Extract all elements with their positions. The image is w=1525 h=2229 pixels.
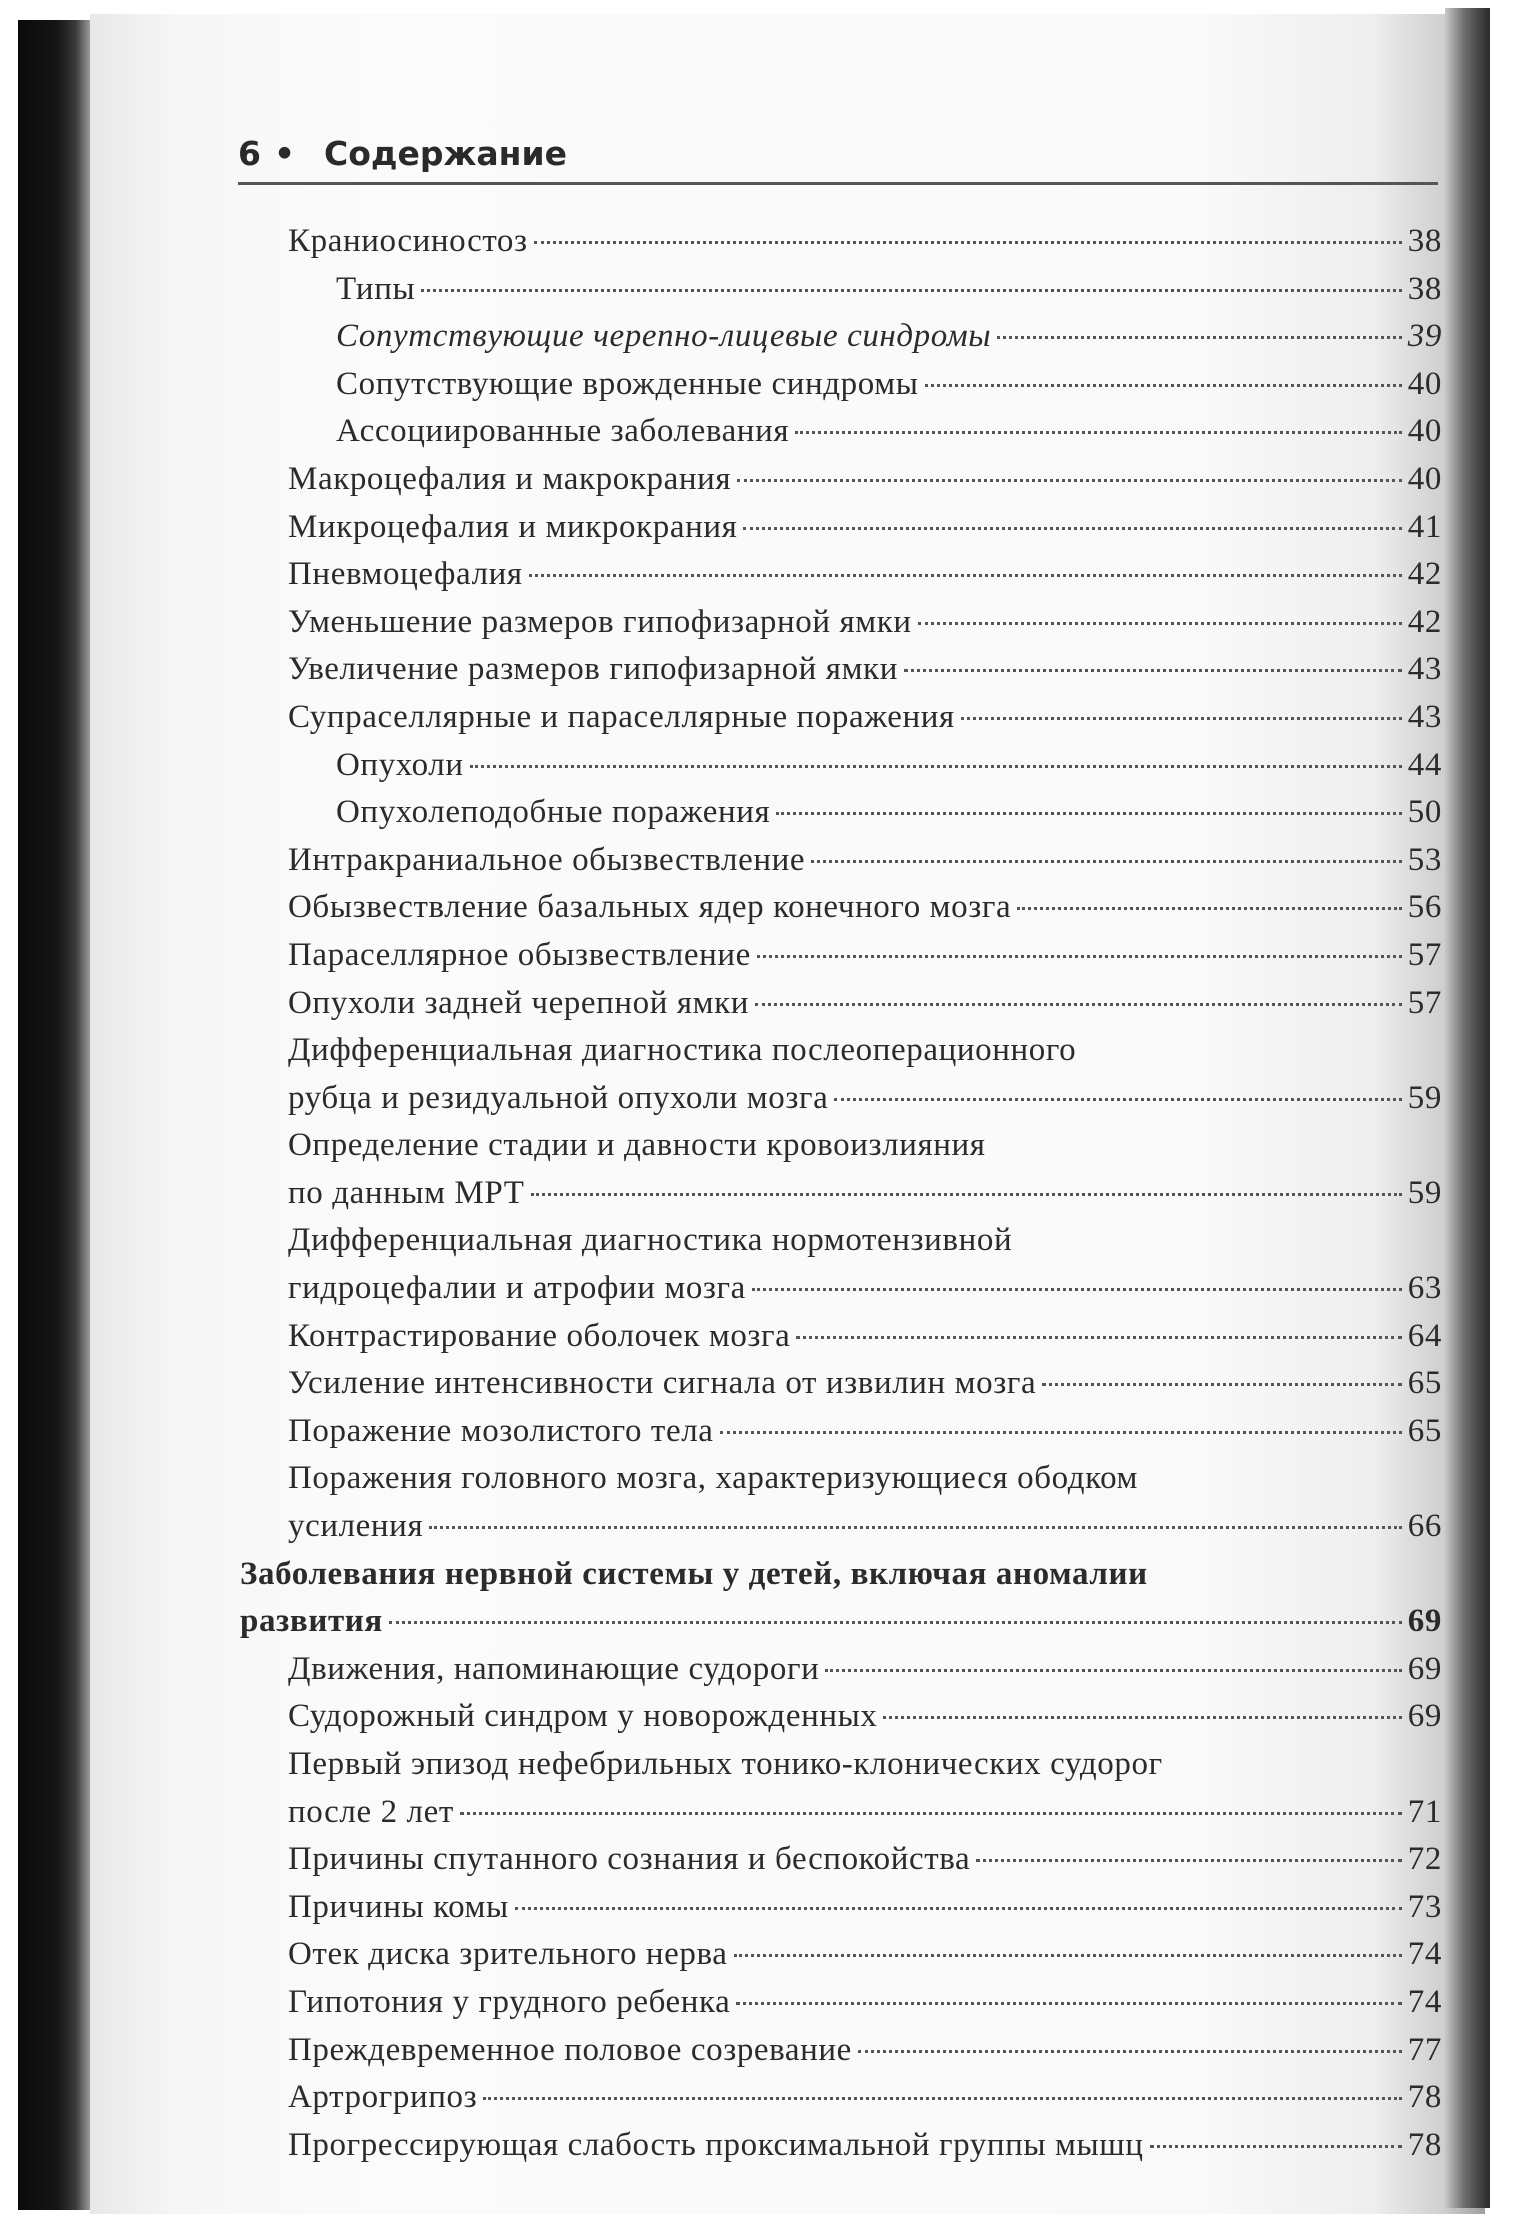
toc-entry-title: после 2 лет (288, 1793, 454, 1830)
toc-entry (240, 1455, 1442, 1550)
toc-entry-title: Судорожный синдром у новорожденных (288, 1698, 878, 1735)
toc-entry-line (336, 361, 1442, 409)
toc-entry-line (288, 1265, 1442, 1313)
toc-entry (240, 742, 1442, 790)
toc-entry-title: Пневмоцефалия (288, 556, 523, 593)
dot-leader (743, 527, 1401, 530)
toc-entry-title: Сопутствующие врожденные синдромы (336, 365, 919, 402)
toc-entry-line (288, 2122, 1442, 2170)
dot-leader (720, 1431, 1402, 1434)
toc-entry (240, 504, 1442, 552)
toc-entry-title: Заболевания нервной системы у детей, включая аномалии (240, 1555, 1148, 1592)
toc-entry-title: Дифференциальная диагностика послеоперационного (288, 1032, 1077, 1069)
toc-page-number: 64 (1407, 1317, 1442, 1354)
dot-leader (737, 479, 1402, 482)
toc-page-number: 74 (1407, 1936, 1442, 1973)
toc-entry-line (288, 1789, 1442, 1837)
dot-leader (534, 241, 1402, 244)
toc-entry-line (288, 1122, 1442, 1170)
toc-entry (240, 1027, 1442, 1122)
toc-page-number: 69 (1407, 1603, 1442, 1640)
dot-leader (918, 622, 1402, 625)
dot-leader (752, 1288, 1402, 1291)
toc-entry (240, 1884, 1442, 1932)
dot-leader (961, 717, 1402, 720)
toc-entry-title: рубца и резидуальной опухоли мозга (288, 1079, 829, 1116)
dot-leader (736, 2002, 1401, 2005)
toc-entry-title: Усиление интенсивности сигнала от извилин мозга (288, 1365, 1037, 1402)
toc-page-number: 72 (1407, 1841, 1442, 1878)
toc-entry-line (288, 1646, 1442, 1694)
toc-entry-title: Артрогрипоз (288, 2079, 478, 2116)
toc-entry-line (288, 456, 1442, 504)
toc-entry-title: по данным МРТ (288, 1174, 525, 1211)
toc-entry-line (288, 884, 1442, 932)
toc-entry-title: Дифференциальная диагностика нормотензивной (288, 1222, 1013, 1259)
toc-entry (240, 932, 1442, 980)
toc-entry-title: Опухоли задней черепной ямки (288, 984, 750, 1021)
toc-entry-title: развития (240, 1603, 383, 1640)
toc-entry-line (288, 646, 1442, 694)
toc-page-number: 38 (1407, 223, 1442, 259)
toc-entry-title: Микроцефалия и микрокрания (288, 508, 738, 545)
toc-entry-line (288, 1836, 1442, 1884)
toc-entry (240, 884, 1442, 932)
toc-page-number: 69 (1407, 1650, 1442, 1687)
toc-entry-line (288, 2074, 1442, 2122)
toc-page-number: 78 (1407, 2126, 1442, 2163)
toc-entry (240, 1313, 1442, 1361)
toc-entry (240, 1836, 1442, 1884)
toc-page-number: 65 (1407, 1365, 1442, 1402)
toc-page-number: 73 (1407, 1888, 1442, 1925)
header-bullet: • (274, 133, 296, 173)
toc-page-number: 71 (1407, 1793, 1442, 1830)
toc-entry-line (288, 694, 1442, 742)
page-edge-shadow (1445, 8, 1490, 2208)
toc-entry-line (288, 1360, 1442, 1408)
toc-entry-title: Прогрессирующая слабость проксимальной группы мышц (288, 2126, 1144, 2163)
toc-page-number: 41 (1407, 508, 1442, 545)
toc-entry (240, 1693, 1442, 1741)
toc-entry-line (288, 504, 1442, 552)
dot-leader (997, 336, 1402, 339)
dot-leader (834, 1098, 1401, 1101)
toc-page-number: 40 (1407, 460, 1442, 497)
dot-leader (795, 431, 1402, 434)
toc-entry-line (288, 1170, 1442, 1218)
toc-entry-line (240, 1598, 1442, 1646)
dot-leader (925, 384, 1402, 387)
book-spine-shadow (18, 20, 90, 2210)
toc-entry-line (336, 408, 1442, 456)
toc-page-number: 50 (1407, 794, 1442, 831)
dot-leader (483, 2097, 1402, 2100)
toc-entry-title: гидроцефалии и атрофии мозга (288, 1270, 746, 1307)
toc-entry-title: Краниосиностоз (288, 223, 528, 259)
toc-page-number: 40 (1407, 413, 1442, 450)
dot-leader (429, 1526, 1402, 1529)
toc-entry-title: Преждевременное половое созревание (288, 2031, 852, 2068)
toc-entry-title: Отек диска зрительного нерва (288, 1936, 728, 1973)
toc-entry-line (288, 1408, 1442, 1456)
toc-entry-line (288, 1313, 1442, 1361)
toc-entry (240, 646, 1442, 694)
toc-entry-line (336, 313, 1442, 361)
page-title: Содержание (324, 133, 567, 173)
toc-entry-title: Типы (336, 270, 416, 307)
toc-entry-line (288, 1741, 1442, 1789)
toc-entry-line (288, 551, 1442, 599)
toc-entry-line (336, 742, 1442, 790)
toc-entry (240, 1646, 1442, 1694)
toc-entry-title: Причины спутанного сознания и беспокойства (288, 1841, 971, 1878)
dot-leader (1150, 2145, 1402, 2148)
toc-entry-title: Ассоциированные заболевания (336, 413, 790, 450)
dot-leader (734, 1954, 1402, 1957)
toc-page-number: 57 (1407, 984, 1442, 1021)
dot-leader (529, 574, 1402, 577)
toc-entry (240, 694, 1442, 742)
toc-page-number: 66 (1407, 1508, 1442, 1545)
toc-entry-title: Опухоли (336, 746, 464, 783)
dot-leader (421, 289, 1402, 292)
toc-entry-line (288, 1217, 1442, 1265)
toc-entry-line (288, 1884, 1442, 1932)
toc-entry-title: Опухолеподобные поражения (336, 794, 771, 831)
toc-entry-line (240, 1551, 1442, 1599)
toc-page-number: 38 (1407, 270, 1442, 307)
toc-entry-line (288, 218, 1442, 266)
toc-entry (240, 837, 1442, 885)
toc-entry (240, 1360, 1442, 1408)
toc-entry-line (288, 599, 1442, 647)
toc-entry-title: Сопутствующие черепно-лицевые синдромы (336, 318, 992, 355)
toc-page-number: 42 (1407, 603, 1442, 640)
toc-entry (240, 456, 1442, 504)
toc-page-number: 43 (1407, 698, 1442, 735)
table-of-contents (240, 218, 1442, 2169)
dot-leader (776, 812, 1402, 815)
dot-leader (1017, 907, 1402, 910)
toc-entry-title: Поражения головного мозга, характеризующиеся ободком (288, 1460, 1139, 1497)
dot-leader (531, 1193, 1402, 1196)
toc-entry-title: Причины комы (288, 1888, 509, 1925)
toc-page-number: 77 (1407, 2031, 1442, 2068)
toc-entry-title: Гипотония у грудного ребенка (288, 1983, 731, 2020)
toc-entry (240, 2027, 1442, 2075)
dot-leader (755, 1003, 1402, 1006)
toc-page-number: 69 (1407, 1698, 1442, 1735)
toc-entry-line (336, 266, 1442, 314)
toc-entry (240, 1741, 1442, 1836)
toc-page-number: 53 (1407, 841, 1442, 878)
dot-leader (470, 765, 1402, 768)
running-header (238, 128, 1438, 178)
toc-entry (240, 1551, 1442, 1646)
dot-leader (825, 1669, 1401, 1672)
dot-leader (904, 669, 1402, 672)
toc-entry-line (288, 932, 1442, 980)
toc-entry-line (288, 1979, 1442, 2027)
toc-entry (240, 2074, 1442, 2122)
toc-entry-title: Параселлярное обызвествление (288, 936, 751, 973)
toc-page-number: 63 (1407, 1270, 1442, 1307)
toc-entry (240, 789, 1442, 837)
toc-page-number: 74 (1407, 1983, 1442, 2020)
toc-page-number: 59 (1407, 1174, 1442, 1211)
toc-entry (240, 1979, 1442, 2027)
toc-entry (240, 2122, 1442, 2170)
toc-entry (240, 599, 1442, 647)
toc-entry (240, 218, 1442, 266)
toc-page-number: 40 (1407, 365, 1442, 402)
dot-leader (515, 1907, 1402, 1910)
toc-entry-title: Увеличение размеров гипофизарной ямки (288, 651, 898, 688)
toc-page-number: 78 (1407, 2079, 1442, 2116)
toc-entry-line (288, 1027, 1442, 1075)
toc-entry-title: усиления (288, 1508, 424, 1545)
toc-page-number: 42 (1407, 556, 1442, 593)
toc-entry-line (288, 1931, 1442, 1979)
dot-leader (460, 1812, 1402, 1815)
toc-entry-title: Контрастирование оболочек мозга (288, 1317, 791, 1354)
dot-leader (976, 1859, 1402, 1862)
toc-page-number: 39 (1407, 318, 1442, 355)
toc-entry-title: Определение стадии и давности кровоизлияния (288, 1127, 986, 1164)
toc-entry-title: Обызвествление базальных ядер конечного мозга (288, 889, 1012, 926)
toc-entry-title: Поражение мозолистого тела (288, 1412, 714, 1449)
toc-entry (240, 1931, 1442, 1979)
toc-entry (240, 408, 1442, 456)
toc-entry-line (288, 1693, 1442, 1741)
toc-page-number: 65 (1407, 1412, 1442, 1449)
dot-leader (1042, 1383, 1402, 1386)
toc-page-number: 44 (1407, 746, 1442, 783)
toc-entry-line (288, 2027, 1442, 2075)
toc-entry-line (336, 789, 1442, 837)
toc-entry (240, 980, 1442, 1028)
toc-entry-title: Первый эпизод нефебрильных тонико-клонических судорог (288, 1746, 1163, 1782)
toc-page-number: 43 (1407, 651, 1442, 688)
toc-entry-line (288, 837, 1442, 885)
dot-leader (858, 2050, 1402, 2053)
toc-entry-title: Интракраниальное обызвествление (288, 841, 806, 878)
toc-entry (240, 551, 1442, 599)
toc-entry-line (288, 1455, 1442, 1503)
toc-entry (240, 266, 1442, 314)
toc-entry-title: Движения, напоминающие судороги (288, 1650, 820, 1687)
toc-entry-title: Супраселлярные и параселлярные поражения (288, 698, 955, 735)
toc-entry-line (288, 1075, 1442, 1123)
toc-page-number: 56 (1407, 889, 1442, 926)
toc-entry-line (288, 1503, 1442, 1551)
header-rule (238, 182, 1438, 185)
toc-entry-line (288, 980, 1442, 1028)
toc-entry (240, 313, 1442, 361)
toc-page-number: 59 (1407, 1079, 1442, 1116)
dot-leader (389, 1621, 1402, 1624)
toc-page-number: 57 (1407, 936, 1442, 973)
toc-entry (240, 1122, 1442, 1217)
page-number: 6 (238, 133, 261, 173)
toc-entry (240, 361, 1442, 409)
dot-leader (796, 1336, 1401, 1339)
toc-entry (240, 1408, 1442, 1456)
dot-leader (757, 955, 1402, 958)
dot-leader (811, 860, 1402, 863)
toc-entry (240, 1217, 1442, 1312)
toc-entry-title: Макроцефалия и макрокрания (288, 460, 732, 497)
toc-entry-title: Уменьшение размеров гипофизарной ямки (288, 603, 912, 640)
dot-leader (883, 1716, 1401, 1719)
